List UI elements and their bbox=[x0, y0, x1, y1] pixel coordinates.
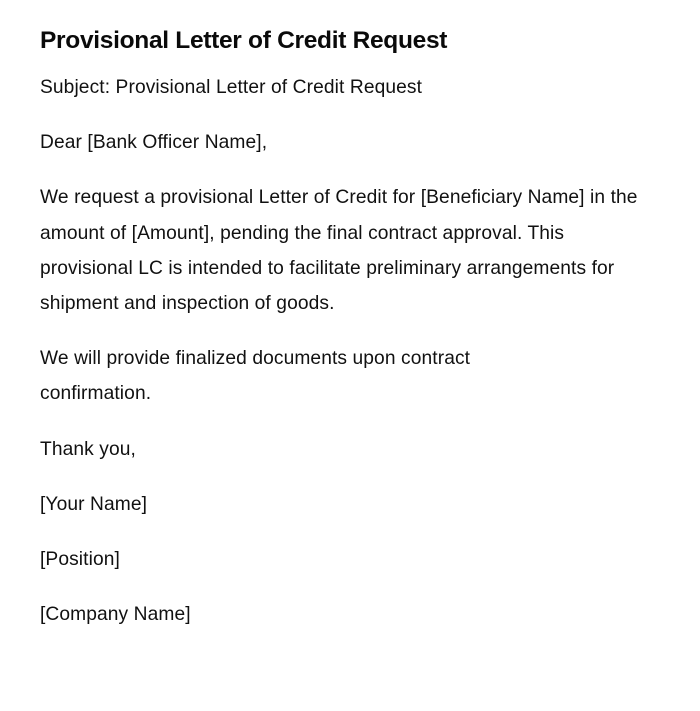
body-paragraph-followup: We will provide finalized documents upon contract confirmation. bbox=[40, 348, 471, 405]
document-title: Provisional Letter of Credit Request bbox=[40, 27, 448, 54]
signature-name: [Your Name] bbox=[40, 493, 148, 515]
signature-company: [Company Name] bbox=[40, 604, 191, 626]
signature-position: [Position] bbox=[40, 549, 120, 571]
subject-line: Subject: Provisional Letter of Credit Request bbox=[40, 77, 423, 98]
body-paragraph-request: We request a provisional Letter of Credit for [Beneficiary Name] in the amount of [Amount], pending the final contract approval. This provisional LC is intended to facilitate preliminary arrangements for shipment and inspection of goods. bbox=[40, 187, 638, 315]
salutation: Dear [Bank Officer Name], bbox=[40, 132, 268, 154]
closing: Thank you, bbox=[40, 438, 136, 460]
